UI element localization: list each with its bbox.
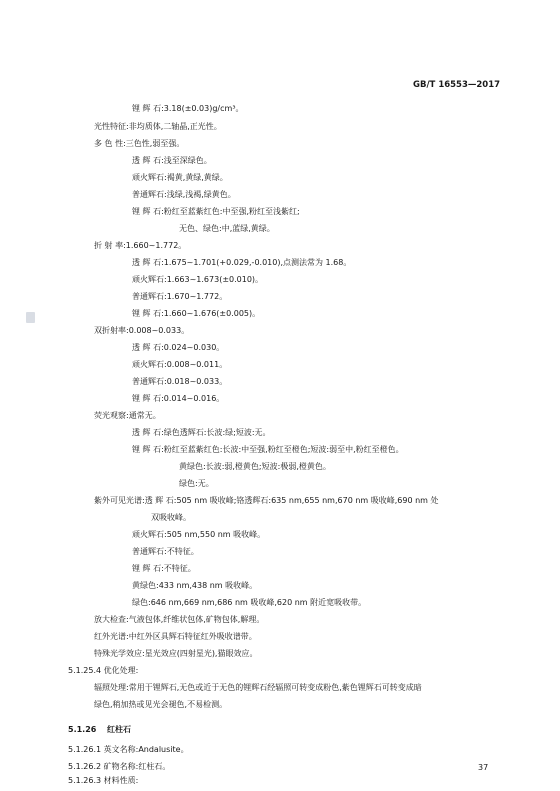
text-line: 红外光谱:中红外区具辉石特征红外吸收谱带。	[94, 632, 257, 641]
standard-header: GB/T 16553—2017	[413, 80, 501, 90]
text-line: 普通辉石:浅绿,浅褐,绿黄色。	[132, 190, 236, 199]
text-line: 黄绿色:433 nm,438 nm 吸收峰。	[132, 581, 258, 590]
text-line: 无色、绿色:中,蓝绿,黄绿。	[179, 224, 275, 233]
text-line: 5.1.26.1 英文名称:Andalusite。	[68, 745, 189, 754]
text-line: 锂 辉 石:粉红至蓝紫红色:长波:中至强,粉红至橙色;短波:弱至中,粉红至橙色。	[132, 445, 404, 454]
text-line: 锂 辉 石:0.014~0.016。	[132, 394, 225, 403]
text-line: 顽火辉石:0.008~0.011。	[132, 360, 228, 369]
text-line: 锂 辉 石:粉红至蓝紫红色:中至强,粉红至浅紫红;	[132, 207, 300, 216]
text-line: 紫外可见光谱:透 辉 石:505 nm 吸收峰;铬透辉石:635 nm,655 nm,670 nm 吸收峰,690 nm 处	[94, 496, 439, 505]
text-line: 普通辉石:不特征。	[132, 547, 199, 556]
text-line: 5.1.26.2 矿物名称:红柱石。	[68, 762, 171, 771]
margin-marker-icon	[26, 312, 35, 323]
text-line: 绿色:646 nm,669 nm,686 nm 吸收峰,620 nm 附近宽吸收带。	[132, 598, 367, 607]
section-title: 红柱石	[107, 725, 131, 734]
text-line: 透 辉 石:绿色透辉石:长波:绿;短波:无。	[132, 428, 271, 437]
text-line: 顽火辉石:褐黄,黄绿,黄绿。	[132, 173, 228, 182]
text-line: 透 辉 石:0.024~0.030。	[132, 343, 225, 352]
text-line: 顽火辉石:1.663~1.673(±0.010)。	[132, 275, 264, 284]
text-line: 锂 辉 石:3.18(±0.03)g/cm³。	[132, 104, 244, 113]
text-line: 双折射率:0.008~0.033。	[94, 326, 190, 335]
text-line: 放大检查:气液包体,纤维状包体,矿物包体,解理。	[94, 615, 265, 624]
text-line: 折 射 率:1.660~1.772。	[94, 241, 187, 250]
text-line: 透 辉 石:浅至深绿色。	[132, 156, 212, 165]
text-line: 荧光观察:通常无。	[94, 411, 161, 420]
text-line: 锂 辉 石:不特征。	[132, 564, 196, 573]
section-heading: 5.1.25.4 优化处理:	[68, 666, 139, 675]
text-line: 普通辉石:1.670~1.772。	[132, 292, 228, 301]
text-line: 特殊光学效应:星光效应(四射星光),猫眼效应。	[94, 649, 258, 658]
text-line: 辐照处理:常用于锂辉石,无色或近于无色的锂辉石经辐照可转变成粉色,紫色锂辉石可转变成暗	[94, 683, 422, 692]
text-line: 绿色:无。	[179, 479, 214, 488]
text-line: 光性特征:非均质体,二轴晶,正光性。	[94, 122, 222, 131]
text-line: 顽火辉石:505 nm,550 nm 吸收峰。	[132, 530, 266, 539]
text-line: 黄绿色:长波:弱,橙黄色;短波:极弱,橙黄色。	[179, 462, 331, 471]
text-line: 透 辉 石:1.675~1.701(+0.029,-0.010),点测法常为 1.68。	[132, 258, 352, 267]
page-number: 37	[478, 763, 489, 772]
text-line: 锂 辉 石:1.660~1.676(±0.005)。	[132, 309, 261, 318]
text-line: 绿色,稍加热或见光会褪色,不易检测。	[94, 700, 228, 709]
text-line: 普通辉石:0.018~0.033。	[132, 377, 228, 386]
text-line: 双吸收峰。	[151, 513, 191, 522]
text-line: 多 色 性:三色性,弱至强。	[94, 139, 185, 148]
text-line: 5.1.26.3 材料性质:	[68, 776, 139, 785]
section-number: 5.1.26	[68, 725, 97, 734]
